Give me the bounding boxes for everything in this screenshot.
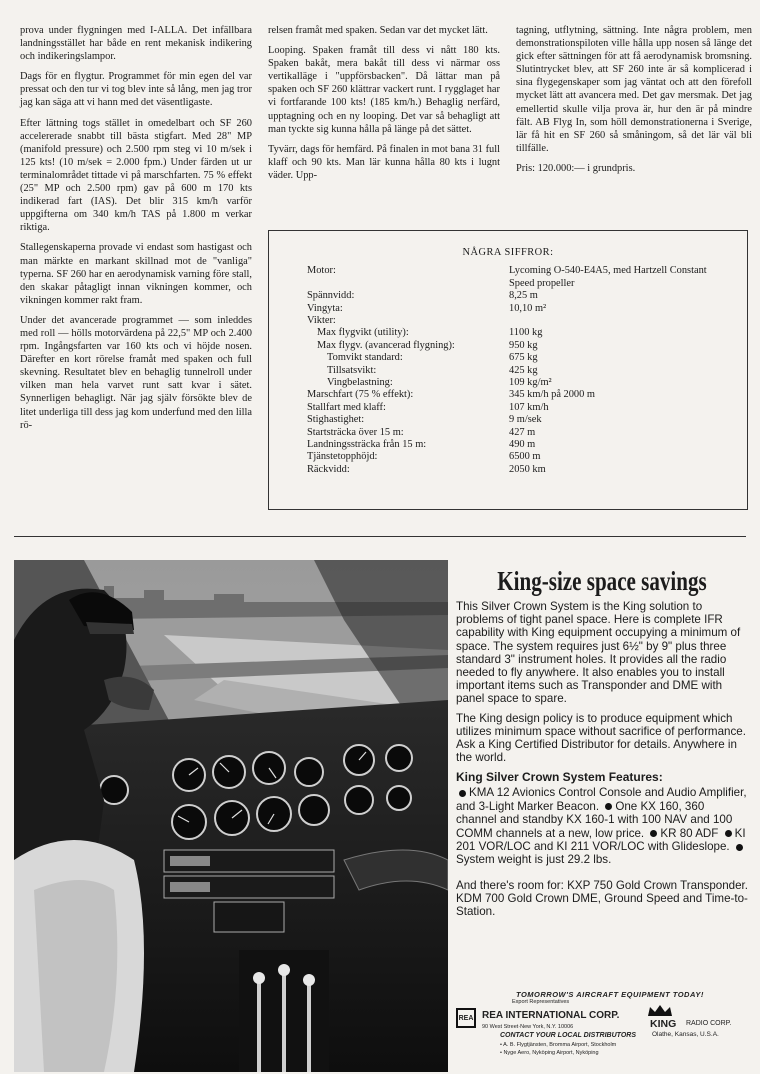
spec-value: 9 m/sek [509,414,542,426]
spec-label: Motor: [307,265,336,277]
bullet-icon [736,844,743,851]
spec-value: Lycoming O-540-E4A5, med Hartzell Constant Speed propeller [509,265,707,289]
article-column-2 [268,24,500,189]
contact-distributors: CONTACT YOUR LOCAL DISTRIBUTORS [500,1032,636,1039]
spec-row [269,315,747,327]
spec-value: 8,25 m [509,290,538,302]
article-paragraph: Looping. Spaken framåt till dess vi nått 180 kts. Spaken bakåt, mera bakåt till dess vi närmar oss vertikalläge i "uppförsbacken". Då lättar man på spaken och SF 260 klättrar vackert runt. I rygglaget har vi fortfarande 100 kts! (185 km/h.) Behaglig nerfärd, upptagning och en ny looping. Det var så behagligt att man tyckte sig kunna hålla på länge på det sättet. [268,45,500,135]
ad-footer [456,990,748,1070]
specifications-box [268,230,748,510]
spec-label: Marschfart (75 % effekt): [307,389,414,401]
spec-row [269,327,747,339]
spec-row [269,340,747,352]
spec-value: 425 kg [509,364,538,376]
spec-row [269,265,747,290]
bullet-icon [605,803,612,810]
article-paragraph: relsen framåt med spaken. Sedan var det mycket lätt. [268,25,488,36]
spec-row [269,352,747,364]
spec-label: Vingyta: [307,302,343,314]
ad-paragraph: The King design policy is to produce equipment which utilizes minimum space without sacrifice of performance. Ask a King Certified Distributor for details. Anywhere in the world. [456,711,746,765]
spec-value: 345 km/h på 2000 m [509,389,596,401]
spec-label: Räckvidd: [307,463,350,475]
article-paragraph: Efter lättning togs stället in omedelbart och SF 260 accelererade snabbt till bästa stigfart. Med 28" MP (manifold pressure) och 2.500 rpm steg vi 10 m/sek i 125 kts! (10 m/sek = 2.000 fpm.) Under färden ut ur terminalområdet tittade vi på marschfarten. 75 % effekt (25" MP och 2.500 rpm) gav på 600 m 170 kts indikerad fart (IAS). Det blir 315 km/h varför uppgifterna om 340 km/h TAS på 1.800 m verkar riktiga. [20,117,252,234]
cockpit-photo [14,560,448,1072]
spec-value: 427 m [509,426,536,438]
advertisement [456,566,748,924]
ad-paragraph: And there's room for: KXP 750 Gold Crown Transponder. KDM 700 Gold Crown DME, Ground Speed and Time-to-Station. [456,878,748,919]
feature-item: KMA 12 Avionics Control Console and Audio Amplifier, and 3-Light Marker Beacon. [456,786,747,813]
feature-item: KI 201 VOR/LOC and KI 211 VOR/LOC with Glideslope. [456,826,746,854]
spec-value: 1100 kg [509,327,543,339]
spec-label: Vikter: [307,314,336,326]
article-paragraph: Dags för en flygtur. Programmet för min egen del var pressat och den tur vi tog blev inte så lång, men jag tror jag kan säga att vi hann med det väsentligaste. [20,71,252,109]
article-paragraph: Stallegenskaperna provade vi endast som hastigast och man märkte en markant skillnad mot de "vanliga" typerna. SF 260 har en aerodynamisk varning före stall, den skakar påtagligt innan vikningen kommer, och vikningen kommer rakt fram. [20,242,252,306]
spec-row [269,402,747,414]
spec-row [269,464,747,476]
spec-row [269,290,747,302]
spec-value: 490 m [509,438,536,450]
spec-value: 6500 m [509,451,541,463]
export-representatives: Export Representatives [512,999,570,1005]
spec-value: 10,10 m² [509,302,547,314]
rea-logo-icon: REA [456,1008,476,1028]
bullet-icon [650,830,657,837]
spec-label: Startsträcka över 15 m: [307,426,404,438]
spec-label: Tillsatsvikt: [327,364,377,376]
article-column-1 [20,24,252,439]
spec-label: Vingbelastning: [327,376,393,388]
spec-value: 675 kg [509,352,538,364]
spec-row [269,414,747,426]
spec-label: Tomvikt standard: [327,352,403,364]
spec-row [269,377,747,389]
spec-row [269,451,747,463]
article-column-3 [516,24,752,182]
spec-label: Max flygv. (avancerad flygning): [317,339,455,351]
spec-row [269,303,747,315]
spec-row [269,389,747,401]
rea-name: REA INTERNATIONAL CORP. [482,1010,620,1021]
features-heading: King Silver Crown System Features: [456,770,663,785]
king-corp: RADIO CORP. [686,1020,732,1027]
article-paragraph: Under det avancerade programmet — som inleddes med roll — hölls motorvärdena på 22,5" MP och 2.400 rpm. Ingångsfarten var 160 kts och vi höjde nosen. Därefter en kort rörelse framåt med spaken och full skevning. Resultatet blev en behaglig tunnelroll under vilken man hela varvet runt satt kvar i sätet. Synnerligen behagligt. När jag själv försökte blev de litet underliga till dess jag kom underfund med den lilla rö- [20,314,252,431]
distributor-item: • A. B. Flygtjänsten, Bromma Airport, Stockholm [500,1042,617,1048]
bullet-icon [459,790,466,797]
feature-item: System weight is just 29.2 lbs. [456,853,612,867]
spec-value: 107 km/h [509,401,549,413]
spec-value: 109 kg/m² [509,376,552,388]
features-list [456,786,748,866]
specifications-list [269,265,747,476]
spec-label: Stighastighet: [307,414,365,426]
feature-item: One KX 160, 360 channel and standby KX 160-1 with 100 NAV and 100 COMM channels at a new, low price. [456,799,733,840]
ad-headline: King-size space savings [497,566,707,596]
spec-label: Tjänstetopphöjd: [307,451,378,463]
rea-address: 90 West Street·New York, N.Y. 10006 [482,1024,574,1030]
article-paragraph: Tyvärr, dags för hemfärd. På finalen in mot bana 31 full klaff och 90 kts. Man lär kunna hålla 80 kts i lugnt väder. Upp- [268,143,500,181]
specifications-title: NÅGRA SIFFROR: [462,247,554,258]
spec-row [269,427,747,439]
bullet-icon [725,830,732,837]
ad-paragraph: This Silver Crown System is the King solution to problems of tight panel space. Here is complete IFR capability with King equipment occupying a minimum of space. The system requires just 6½" by 9" plus three standard 3" instrument holes. It provides all the radio needed to fly anywhere. It also enables you to install important items such as Transponder and DME with panel space to spare. [456,600,741,706]
spec-label: Landningssträcka från 15 m: [307,438,427,450]
king-name: KING [650,1018,677,1030]
article-paragraph: prova under flygningen med I-ALLA. Det infällbara landningsstället har både en rent mekanisk indikering och indikeringslampor. [20,25,252,63]
king-crown-icon [646,1004,674,1018]
spec-value: 950 kg [509,339,538,351]
spec-row [269,365,747,377]
spec-label: Stallfart med klaff: [307,401,386,413]
distributor-item: • Nyge Aero, Nyköping Airport, Nyköping [500,1050,599,1056]
king-address: Olathe, Kansas, U.S.A. [652,1031,719,1038]
spec-label: Max flygvikt (utility): [317,327,409,339]
section-divider [14,536,746,537]
price-line: Pris: 120.000:— i grundpris. [516,162,636,174]
spec-label: Spännvidd: [307,290,355,302]
feature-item: KR 80 ADF [660,826,719,840]
ad-tagline: TOMORROW'S AIRCRAFT EQUIPMENT TODAY! [516,990,704,999]
spec-value: 2050 km [509,463,546,475]
article-paragraph: tagning, utflytning, sättning. Inte några problem, men demonstrationspiloten ville hålla upp nosen så länge det gick efter sättningen för att få aerodynamisk bromsning. Slutintrycket blev, att SF 260 inte är så komplicerad i sina flygegenskaper som jag väntat och att den förefoll mycket lätt att avancera med. Det gav mersmak. Det jag emellertid skulle vilja prova är, hur den är på mindre fält. AB Flyg In, som höll demonstrationerna i Sverige, lär få hit en SF 260 så småningom, så det lär väl bli tillfälle. [516,25,752,154]
spec-row [269,439,747,451]
